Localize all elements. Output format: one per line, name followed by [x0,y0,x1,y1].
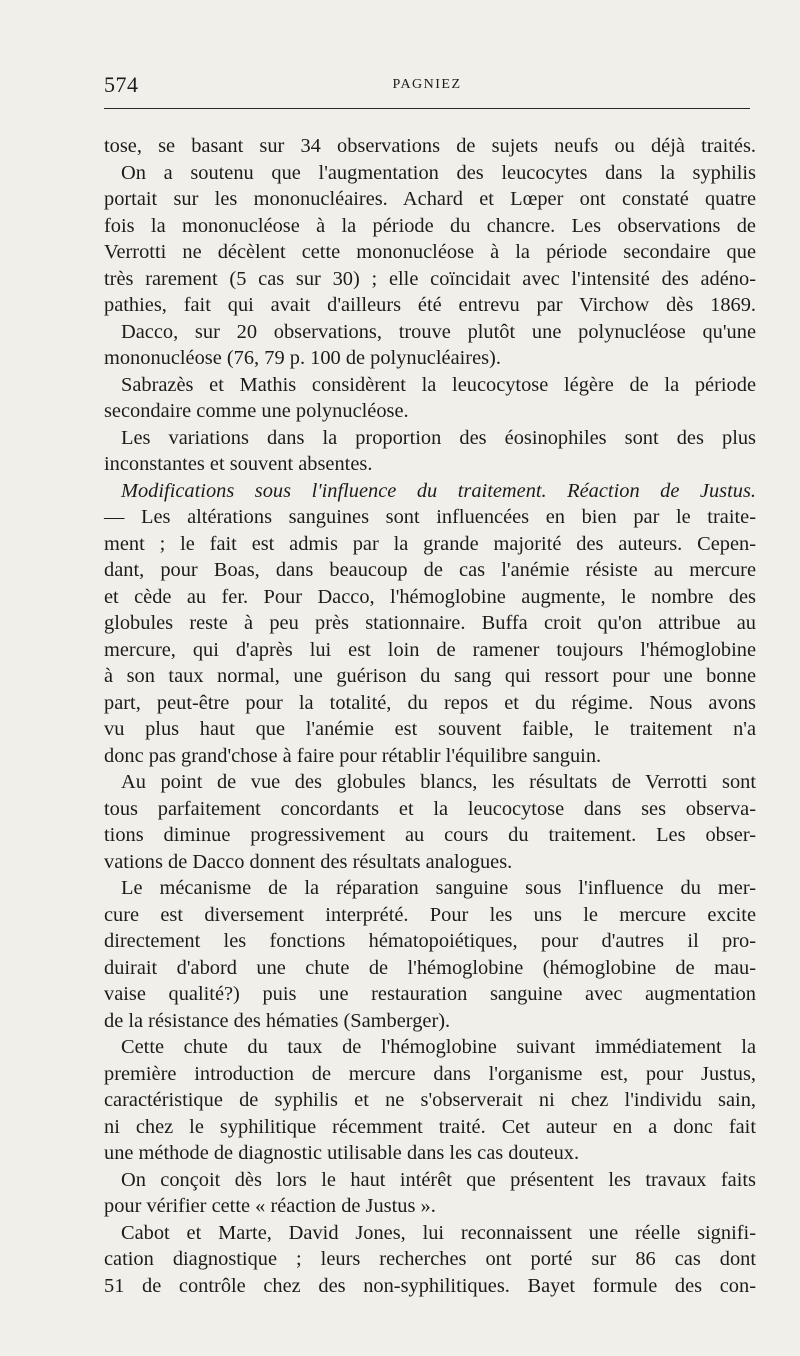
text-line: mononucléose (76, 79 p. 100 de polynucléaires). [104,347,501,369]
page-header [104,72,750,102]
text-line: cation diagnostique ; leurs recherches ont porté sur 86 cas dont [104,1248,756,1270]
text-line: Cette chute du taux de l'hémoglobine suivant immédiatement la [121,1036,756,1058]
text-line: tous parfaitement concordants et la leucocytose dans ses observa- [104,797,756,820]
text-line: Le mécanisme de la réparation sanguine sous l'influence du mer- [121,877,756,899]
page-number: 574 [104,72,139,97]
text-line: vu plus haut que l'anémie est souvent faible, le traitement n'a [104,718,756,740]
text-line: et cède au fer. Pour Dacco, l'hémoglobine augmente, le nombre des [104,585,756,608]
header-rule [104,108,750,109]
text-line: inconstantes et souvent absentes. [104,453,373,475]
text-line: pathies, fait qui avait d'ailleurs été entrevu par Virchow dès 1869. [104,294,756,316]
text-line: dant, pour Boas, dans beaucoup de cas l'anémie résiste au mercure [104,559,756,581]
text-line: On conçoit dès lors le haut intérêt que présentent les travaux faits [121,1168,756,1191]
text-line: cure est diversement interprété. Pour les uns le mercure excite [104,903,756,926]
text-line: première introduction de mercure dans l'organisme est, pour Justus, [104,1062,756,1085]
text-line: mercure, qui d'après lui est loin de ramener toujours l'hémoglobine [104,638,756,661]
text-line: Sabrazès et Mathis considèrent la leucocytose légère de la période [121,373,756,396]
text-line: On a soutenu que l'augmentation des leucocytes dans la syphilis [121,161,756,184]
text-line: part, peut-être pour la totalité, du repos et du régime. Nous avons [104,691,756,714]
text-line: Au point de vue des globules blancs, les résultats de Verrotti sont [121,771,756,793]
running-head: PAGNIEZ [392,77,462,92]
section-heading: Modifications sous l'influence du traitement. Réaction de Justus. [121,479,756,502]
text-line: vations de Dacco donnent des résultats analogues. [104,850,513,873]
text-line: 51 de contrôle chez des non-syphilitiques. Bayet formule des con- [104,1274,756,1297]
text-line: de la résistance des hématies (Samberger). [104,1009,451,1032]
text-line: directement les fonctions hématopoiétiques, pour d'autres il pro- [104,930,756,952]
text-line: — Les altérations sanguines sont influencées en bien par le traite- [104,506,756,528]
text-line: caractéristique de syphilis et ne s'observerait ni chez l'individu sain, [104,1089,756,1111]
text-line: tions diminue progressivement au cours du traitement. Les obser- [104,824,756,846]
text-line: ment ; le fait est admis par la grande majorité des auteurs. Cepen- [104,532,756,555]
text-line: ni chez le syphilitique récemment traité. Cet auteur en a donc fait [104,1115,756,1138]
text-line: pour vérifier cette « réaction de Justus ». [104,1195,436,1217]
text-line: portait sur les mononucléaires. Achard et Lœper ont constaté quatre [104,188,756,210]
text-line: secondaire comme une polynucléose. [104,400,409,422]
text-line: à son taux normal, une guérison du sang qui ressort pour une bonne [104,665,756,687]
text-line: globules reste à peu près stationnaire. Buffa croit qu'on attribue au [104,612,756,634]
text-line: vaise qualité?) puis une restauration sanguine avec augmentation [104,983,756,1005]
text-line: tose, se basant sur 34 observations de sujets neufs ou déjà traités. [104,135,756,157]
text-line: très rarement (5 cas sur 30) ; elle coïncidait avec l'intensité des adéno- [104,267,756,290]
text-line: duirait d'abord une chute de l'hémoglobine (hémoglobine de mau- [104,956,756,979]
text-line: Les variations dans la proportion des éosinophiles sont des plus [121,426,756,449]
body-text [104,133,756,1299]
text-line: donc pas grand'chose à faire pour rétablir l'équilibre sanguin. [104,744,602,767]
text-line: Dacco, sur 20 observations, trouve plutôt une polynucléose qu'une [121,320,756,343]
text-line: fois la mononucléose à la période du chancre. Les observations de [104,214,756,237]
text-line: Cabot et Marte, David Jones, lui reconnaissent une réelle signifi- [121,1221,756,1244]
text-line: Verrotti ne décèlent cette mononucléose à la période secondaire que [104,241,756,263]
text-line: une méthode de diagnostic utilisable dans les cas douteux. [104,1142,580,1164]
